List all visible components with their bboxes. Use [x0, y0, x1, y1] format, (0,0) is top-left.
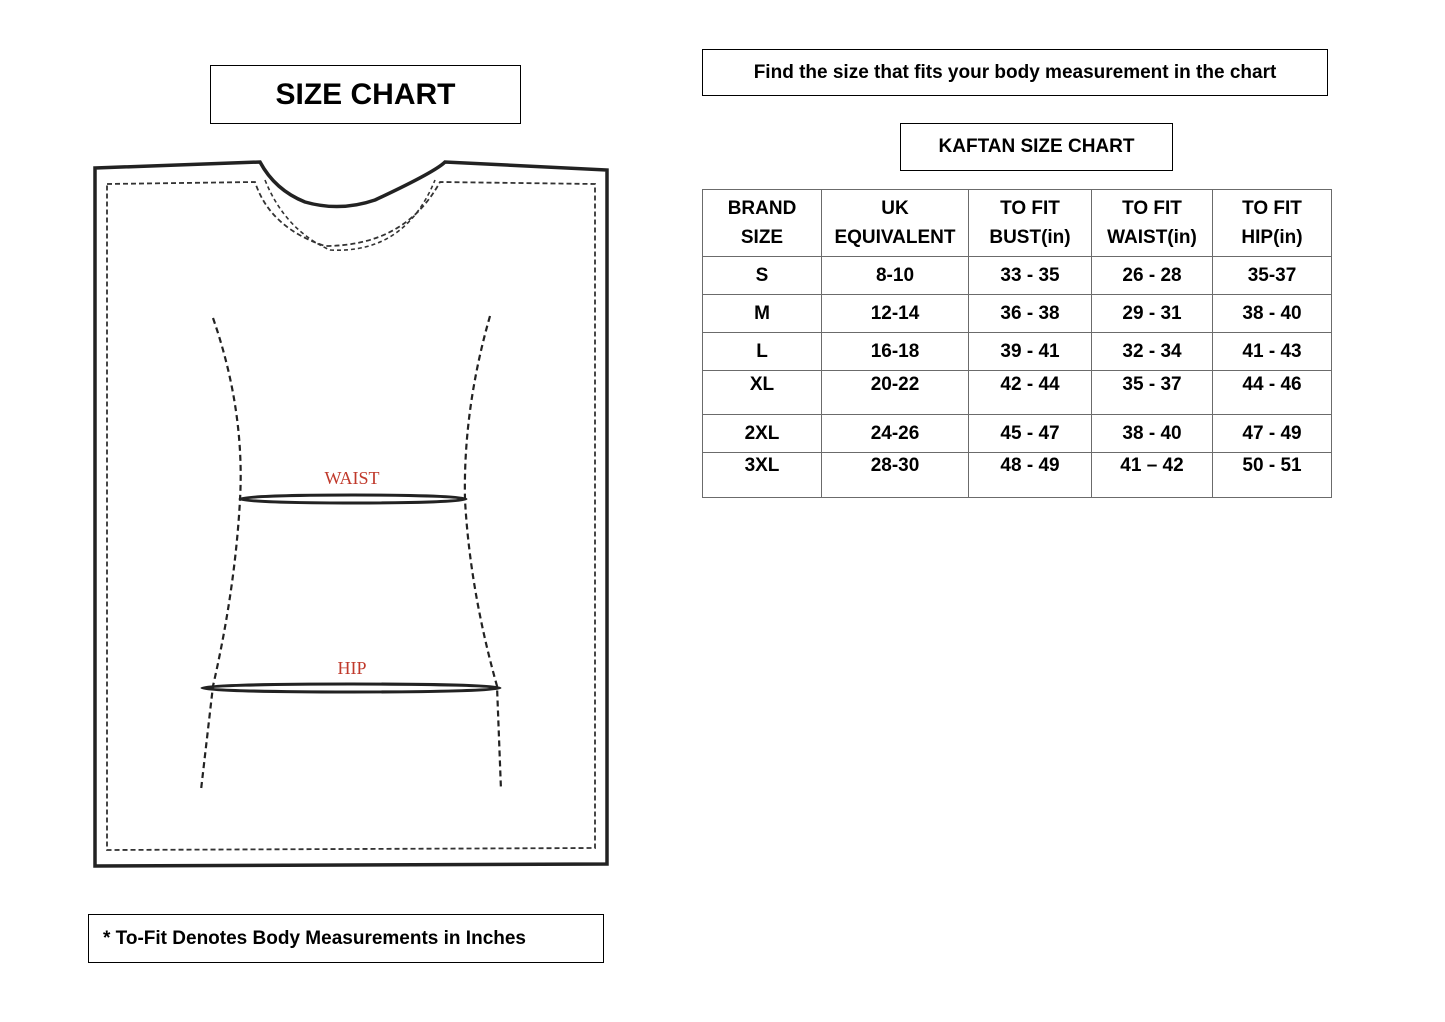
cell-uk-equivalent: 20-22: [822, 371, 969, 415]
cell-brand-size: M: [703, 295, 822, 333]
cell-brand-size: S: [703, 257, 822, 295]
cell-hip: 44 - 46: [1213, 371, 1332, 415]
cell-brand-size: XL: [703, 371, 822, 415]
cell-bust: 39 - 41: [969, 333, 1092, 371]
cell-brand-size: L: [703, 333, 822, 371]
garment-outline: [95, 162, 607, 866]
cell-bust: 36 - 38: [969, 295, 1092, 333]
cell-waist: 41 – 42: [1092, 453, 1213, 498]
cell-uk-equivalent: 12-14: [822, 295, 969, 333]
cell-brand-size: 3XL: [703, 453, 822, 498]
col-header-brand-size: BRAND SIZE: [703, 190, 822, 257]
table-row: [703, 371, 1332, 415]
cell-hip: 41 - 43: [1213, 333, 1332, 371]
cell-uk-equivalent: 28-30: [822, 453, 969, 498]
cell-waist: 35 - 37: [1092, 371, 1213, 415]
table-row: [703, 257, 1332, 295]
cell-waist: 26 - 28: [1092, 257, 1213, 295]
cell-brand-size: 2XL: [703, 415, 822, 453]
table-header-row: [703, 190, 1332, 257]
cell-uk-equivalent: 16-18: [822, 333, 969, 371]
waist-label: WAIST: [324, 468, 380, 488]
table-row: [703, 333, 1332, 371]
kaftan-size-table: [702, 189, 1332, 498]
instruction-text: Find the size that fits your body measurement in the chart: [702, 49, 1328, 96]
cell-bust: 42 - 44: [969, 371, 1092, 415]
table-row: [703, 415, 1332, 453]
cell-bust: 33 - 35: [969, 257, 1092, 295]
cell-uk-equivalent: 24-26: [822, 415, 969, 453]
body-curve-right: [465, 316, 501, 790]
cell-hip: 35-37: [1213, 257, 1332, 295]
cell-bust: 45 - 47: [969, 415, 1092, 453]
cell-uk-equivalent: 8-10: [822, 257, 969, 295]
hip-measure-line: [202, 684, 500, 692]
neckline-stitch: [265, 180, 435, 250]
cell-waist: 32 - 34: [1092, 333, 1213, 371]
size-chart-title: SIZE CHART: [210, 65, 521, 124]
table-row: [703, 295, 1332, 333]
footnote: * To-Fit Denotes Body Measurements in Inches: [88, 914, 604, 963]
col-header-hip: TO FIT HIP(in): [1213, 190, 1332, 257]
body-curve-left: [201, 318, 241, 790]
cell-hip: 47 - 49: [1213, 415, 1332, 453]
hip-label: HIP: [337, 658, 367, 678]
col-header-waist: TO FIT WAIST(in): [1092, 190, 1213, 257]
table-row: [703, 453, 1332, 498]
garment-stitch-border: [107, 182, 595, 850]
col-header-bust: TO FIT BUST(in): [969, 190, 1092, 257]
cell-waist: 38 - 40: [1092, 415, 1213, 453]
waist-measure-line: [240, 495, 466, 503]
cell-bust: 48 - 49: [969, 453, 1092, 498]
cell-waist: 29 - 31: [1092, 295, 1213, 333]
kaftan-garment-diagram: [85, 150, 620, 880]
cell-hip: 50 - 51: [1213, 453, 1332, 498]
kaftan-size-chart-title: KAFTAN SIZE CHART: [900, 123, 1173, 171]
col-header-uk-equivalent: UK EQUIVALENT: [822, 190, 969, 257]
cell-hip: 38 - 40: [1213, 295, 1332, 333]
